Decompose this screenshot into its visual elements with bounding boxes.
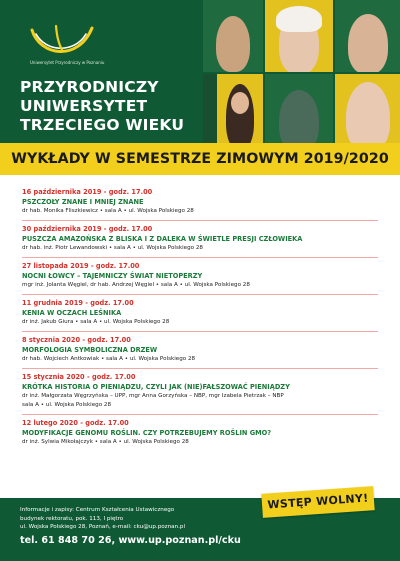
list-item (22, 373, 382, 410)
list-item (22, 262, 382, 290)
lecture-date: 12 lutego 2020 - godz. 17.00 (22, 419, 129, 427)
list-item (22, 336, 382, 364)
phone-and-website: tel. 61 848 70 26, www.up.poznan.pl/cku (20, 535, 241, 546)
photo-tile (217, 74, 263, 152)
banner-title: WYKŁADY W SEMESTRZE ZIMOWYM 2019/2020 (11, 151, 389, 167)
lecture-list (22, 188, 382, 447)
info-line-1: Informacje i zapisy: Centrum Kształcenia Ustawicznego (20, 507, 175, 513)
list-item (22, 188, 382, 216)
photo-collage (203, 0, 400, 152)
lecture-date: 27 listopada 2019 - godz. 17.00 (22, 262, 140, 270)
divider (22, 220, 378, 221)
photo-tile (265, 74, 333, 152)
photo-tile (265, 0, 333, 72)
lecture-date: 15 stycznia 2020 - godz. 17.00 (22, 373, 136, 381)
lecture-topic: KENIA W OCZACH LEŚNIKA (22, 309, 122, 317)
lecture-topic: MODYFIKACJE GENOMU ROŚLIN. CZY POTRZEBUJEMY ROŚLIN GMO? (22, 429, 272, 437)
header (0, 0, 400, 152)
title-line-1: PRZYRODNICZY (20, 78, 159, 96)
lecture-speaker: dr inż. Sylwia Mikołajczyk • sala A • ul. Wojska Polskiego 28 (22, 439, 189, 445)
divider (22, 414, 378, 415)
lecture-speaker: dr inż. Jakub Giura • sala A • ul. Wojska Polskiego 28 (22, 319, 170, 325)
list-item (22, 225, 382, 253)
lecture-venue: sala A • ul. Wojska Polskiego 28 (22, 402, 112, 408)
divider (22, 294, 378, 295)
photo-tile (203, 0, 263, 72)
lecture-topic: PSZCZOŁY ZNANE I MNIEJ ZNANE (22, 198, 144, 206)
semester-banner (0, 143, 400, 175)
title-line-2: UNIWERSYTET (20, 97, 148, 115)
photo-tile (335, 0, 400, 72)
title-line-3: TRZECIEGO WIEKU (20, 116, 185, 134)
page-title (20, 78, 184, 135)
lecture-topic: PUSZCZA AMAZOŃSKA Z BLISKA I Z DALEKA W ŚWIETLE PRESJI CZŁOWIEKA (22, 235, 303, 243)
photo-tile (335, 74, 400, 152)
lecture-date: 16 października 2019 - godz. 17.00 (22, 188, 153, 196)
lecture-topic: KRÓTKA HISTORIA O PIENIĄDZU, CZYLI JAK (NIE)FAŁSZOWAĆ PIENIĄDZY (22, 383, 290, 391)
info-line-2: budynek rektoratu, pok. 113, I piętro (20, 515, 124, 522)
info-line-3: ul. Wojska Polskiego 28, Poznań, e-mail: cku@up.poznan.pl (20, 524, 186, 530)
list-item (22, 299, 382, 327)
lecture-topic: NOCNI ŁOWCY – TAJEMNICZY ŚWIAT NIETOPERZY (22, 272, 203, 280)
list-item (22, 419, 382, 447)
free-entry-label: WSTĘP WOLNY! (267, 491, 369, 512)
lecture-speaker: dr hab. Wojciech Antkowiak • sala A • ul. Wojska Polskiego 28 (22, 356, 196, 362)
lecture-date: 8 stycznia 2020 - godz. 17.00 (22, 336, 131, 344)
lecture-topic: MORFOLOGIA SYMBOLICZNA DRZEW (22, 346, 158, 354)
lecture-date: 30 października 2019 - godz. 17.00 (22, 225, 153, 233)
contact-info (20, 506, 185, 532)
divider (22, 331, 378, 332)
lecture-speaker: dr hab. Monika Fliszkiewicz • sala A • ul. Wojska Polskiego 28 (22, 208, 194, 214)
lecture-date: 11 grudnia 2019 - godz. 17.00 (22, 299, 134, 307)
lecture-speaker: mgr inż. Jolanta Węgiel, dr hab. Andrzej Węgiel • sala A • ul. Wojska Polskiego 28 (22, 282, 250, 288)
lecture-speaker: dr hab. inż. Piotr Lewandowski • sala A • ul. Wojska Polskiego 28 (22, 245, 203, 251)
lecture-speaker: dr inż. Małgorzata Węgrzyńska – UPP, mgr Anna Gorzyńska – NBP, mgr Izabela Pietrzak – NBP (22, 393, 284, 399)
divider (22, 368, 378, 369)
logo-text: Uniwersytet Przyrodniczy w Poznaniu (30, 60, 105, 65)
divider (22, 257, 378, 258)
